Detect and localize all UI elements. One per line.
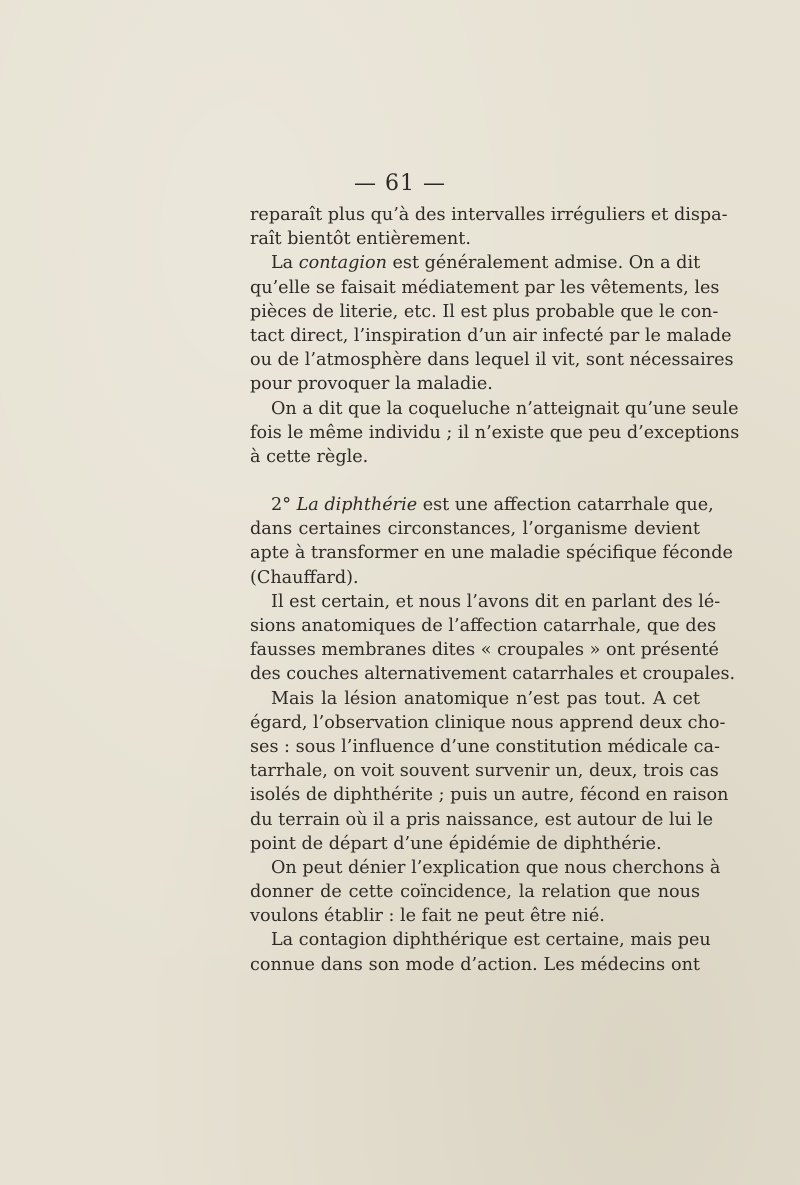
text-line: pièces de literie, etc. Il est plus probable que le con- xyxy=(250,301,719,322)
text-line: connue dans son mode d’action. Les médecins ont xyxy=(250,954,700,975)
paragraph xyxy=(250,687,729,856)
text-line: qu’elle se faisait médiatement par les vêtements, les xyxy=(250,277,720,298)
text-line: Mais la lésion anatomique n’est pas tout. A cet xyxy=(271,688,700,709)
text-line: sions anatomiques de l’affection catarrhale, que des xyxy=(250,616,717,636)
text-line: voulons établir : le fait ne peut être nié. xyxy=(250,906,605,927)
text-line: des couches alternativement catarrhales et croupales. xyxy=(250,664,736,685)
text-line: raît bientôt entièrement. xyxy=(250,229,471,250)
text-line: à cette règle. xyxy=(250,446,369,467)
page-number: — 61 — xyxy=(354,171,446,196)
text-line: reparaît plus qu’à des intervalles irréguliers et dispa- xyxy=(250,205,728,225)
text-line: fausses membranes dites « croupales » ont présenté xyxy=(250,640,719,661)
text-line: ou de l’atmosphère dans lequel il vit, sont nécessaires xyxy=(250,350,734,371)
paragraph xyxy=(250,856,721,929)
text-line: tarrhale, on voit souvent survenir un, deux, trois cas xyxy=(250,761,719,782)
paragraph xyxy=(250,590,736,687)
text-line: La contagion est généralement admise. On a dit xyxy=(271,253,701,274)
text-line: égard, l’observation clinique nous apprend deux cho- xyxy=(250,712,726,733)
paragraph xyxy=(250,928,711,976)
text-line: fois le même individu ; il n’existe que peu d’exceptions xyxy=(250,422,740,443)
text-line: du terrain où il a pris naissance, est autour de lui le xyxy=(250,809,714,830)
text-line: donner de cette coïncidence, la relation que nous xyxy=(250,882,700,903)
text-line: Il est certain, et nous l’avons dit en parlant des lé- xyxy=(271,591,721,612)
text-line: On peut dénier l’explication que nous cherchons à xyxy=(271,857,721,878)
paragraph xyxy=(250,493,733,590)
paragraph xyxy=(250,397,740,470)
italic-phrase: contagion xyxy=(298,253,387,274)
paragraph xyxy=(250,251,734,396)
text-line: point de départ d’une épidémie de diphthérie. xyxy=(250,833,662,854)
text-line: 2° La diphthérie est une affection catarrhale que, xyxy=(271,495,714,516)
text-line: On a dit que la coqueluche n’atteignait qu’une seule xyxy=(271,398,739,419)
text-line: apte à transformer en une maladie spécifique féconde xyxy=(250,543,733,564)
text-line: La contagion diphthérique est certaine, mais peu xyxy=(271,930,711,951)
text-line: ses : sous l’influence d’une constitution médicale ca- xyxy=(250,736,720,757)
text-line: tact direct, l’inspiration d’un air infecté par le malade xyxy=(250,325,732,346)
body-text xyxy=(250,203,740,977)
text-line: isolés de diphthérite ; puis un autre, fécond en raison xyxy=(250,785,729,806)
section-gap xyxy=(250,469,700,493)
text-line: pour provoquer la maladie. xyxy=(250,374,493,395)
text-line: (Chauffard). xyxy=(250,567,359,588)
paragraph xyxy=(250,203,728,251)
text-line: dans certaines circonstances, l’organisme devient xyxy=(250,519,700,540)
italic-phrase: La diphthérie xyxy=(296,495,418,516)
